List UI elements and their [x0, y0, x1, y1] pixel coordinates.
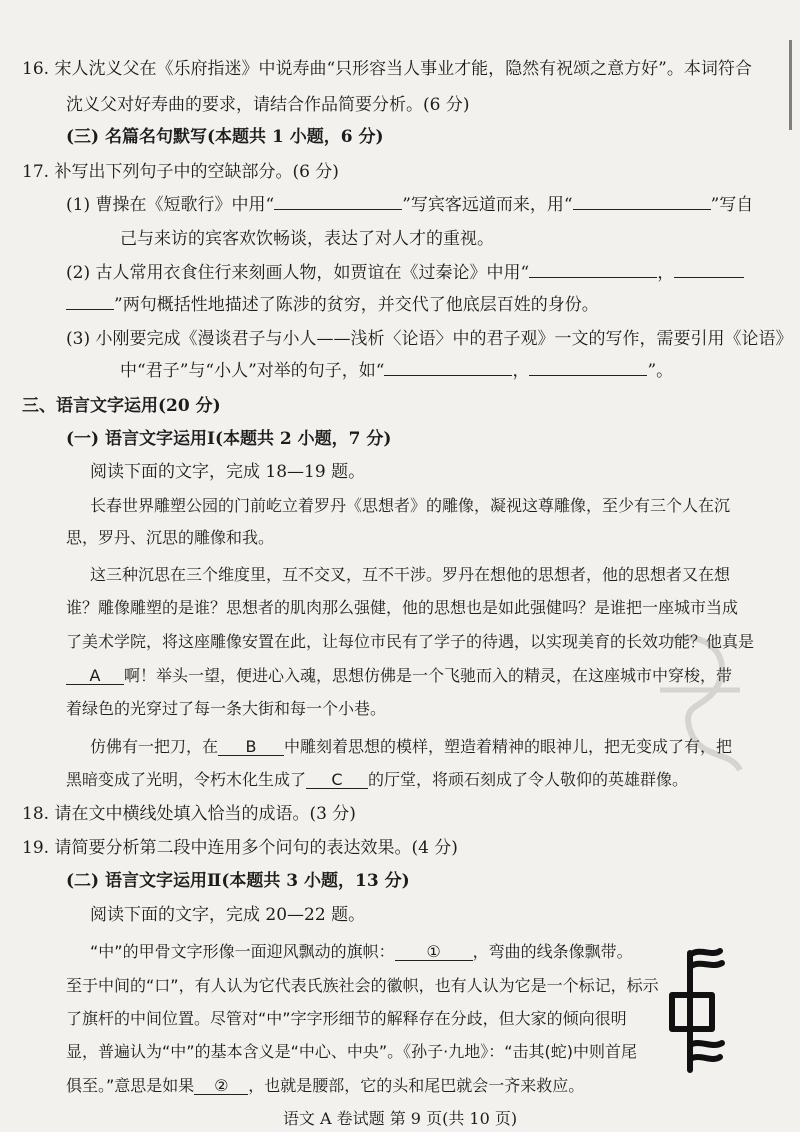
- q17-p2-text-a: (2) 古人常用衣食住行来刻画人物，如贾谊在《过秦论》中用“: [66, 263, 530, 283]
- q17-blank-4b[interactable]: [66, 293, 114, 310]
- blank-c[interactable]: C: [306, 772, 368, 789]
- passage2-line4: 显，普遍认为“中”的基本含义是“中心、中央”。《孙子·九地》：“击其(蛇)中则首尾: [66, 1042, 638, 1061]
- q19: 19. 请简要分析第二段中连用多个问句的表达效果。(4 分): [22, 838, 458, 858]
- passage1-line8-text-b: 中雕刻着思想的模样，塑造着精神的眼神儿，把无变成了有，把: [284, 737, 733, 756]
- oracle-bone-zhong-glyph: [660, 945, 732, 1075]
- q17-p2-text-c: ”两句概括性地描述了陈涉的贫穷，并交代了他底层百姓的身份。: [114, 295, 599, 315]
- q17-p1-text-a: (1) 曹操在《短歌行》中用“: [66, 195, 275, 215]
- passage2-line5: [66, 1074, 584, 1098]
- passage1-line5: 了美术学院，将这座雕像安置在此，让每位市民有了学子的待遇，以实现美育的长效功能？他真是: [66, 632, 755, 651]
- q17-p2-text-b: ，: [657, 263, 675, 283]
- passage1-line9-text-b: 的厅堂，将顽石刻成了令人敬仰的英雄群像。: [368, 770, 689, 789]
- sub2-intro: 阅读下面的文字，完成 20—22 题。: [90, 905, 366, 925]
- q17-p3-text-b: 中“君子”与“小人”对举的句子，如“: [120, 361, 385, 381]
- q17-blank-2[interactable]: [573, 193, 711, 210]
- passage1-line6: [66, 664, 732, 688]
- q17-blank-6[interactable]: [529, 359, 647, 376]
- q16-line2: 沈义父对好寿曲的要求，请结合作品简要分析。(6 分): [66, 95, 470, 115]
- sub1-title: (一) 语言文字运用Ⅰ(本题共 2 小题，7 分): [66, 429, 392, 449]
- q17-part2-line2: [66, 293, 599, 317]
- passage2-line1-text-b: ，弯曲的线条像飘带。: [472, 942, 633, 961]
- section-title-recitation: (三) 名篇名句默写(本题共 1 小题，6 分): [66, 127, 384, 147]
- q17-blank-1[interactable]: [274, 193, 402, 210]
- q17-blank-5[interactable]: [384, 359, 512, 376]
- q17-blank-3[interactable]: [529, 261, 657, 278]
- q17-part1-line2: 己与来访的宾客欢饮畅谈，表达了对人才的重视。: [120, 229, 494, 249]
- blank-2[interactable]: ②: [194, 1078, 248, 1095]
- passage1-line6-text: 啊！举头一望，便进心入魂，思想仿佛是一个飞驰而入的精灵，在这座城市中穿梭，带: [124, 666, 733, 685]
- passage1-line4: 谁？雕像雕塑的是谁？思想者的肌肉那么强健，他的思想也是如此强健吗？是谁把一座城市当成: [66, 598, 739, 617]
- passage1-line8-text-a: 仿佛有一把刀，在: [90, 737, 219, 756]
- q17-p3-text-d: ”。: [647, 361, 674, 381]
- q18: 18. 请在文中横线处填入恰当的成语。(3 分): [22, 804, 356, 824]
- blank-a[interactable]: A: [66, 668, 124, 685]
- q17-blank-4a[interactable]: [674, 261, 744, 278]
- q16-line1: 16. 宋人沈义父在《乐府指迷》中说寿曲“只形容当人事业才能，隐然有祝颂之意方好”。本词符合: [22, 59, 752, 79]
- passage2-line2: 至于中间的“口”，有人认为它代表氏族社会的徽帜，也有人认为它是一个标记，标示: [66, 976, 659, 995]
- passage2-line5-text-b: ，也就是腰部，它的头和尾巴就会一齐来救应。: [248, 1076, 585, 1095]
- passage2-line3: 了旗杆的中间位置。尽管对“中”字字形细节的解释存在分歧，但大家的倾向很明: [66, 1009, 627, 1028]
- passage1-line1: 长春世界雕塑公园的门前屹立着罗丹《思想者》的雕像，凝视这尊雕像，至少有三个人在沉: [90, 496, 731, 515]
- passage1-line9-text-a: 黑暗变成了光明，令朽木化生成了: [66, 770, 307, 789]
- q17-part2-line1: [66, 261, 744, 285]
- blank-b[interactable]: B: [218, 739, 284, 756]
- sub2-title: (二) 语言文字运用Ⅱ(本题共 3 小题，13 分): [66, 871, 410, 891]
- q17-part3-line1: (3) 小刚要完成《漫谈君子与小人——浅析〈论语〉中的君子观》一文的写作，需要引用《论语》: [66, 329, 793, 349]
- passage1-line3: 这三种沉思在三个维度里，互不交叉，互不干涉。罗丹在想他的思想者，他的思想者又在想: [90, 565, 731, 584]
- q17-p1-text-b: ”写宾客远道而来，用“: [402, 195, 573, 215]
- passage1-line8: [90, 735, 732, 759]
- bleed-through-smudge: [640, 620, 760, 780]
- passage2-line5-text-a: 俱至。”意思是如果: [66, 1076, 195, 1095]
- q17-p1-text-c: ”写自: [710, 195, 754, 215]
- q17-p3-text-c: ，: [512, 361, 530, 381]
- blank-1[interactable]: ①: [395, 944, 473, 961]
- page-edge-mark: [789, 40, 792, 130]
- page-footer: 语文 A 卷试题 第 9 页(共 10 页): [282, 1109, 518, 1128]
- part3-title: 三、语言文字运用(20 分): [22, 396, 221, 416]
- q17-stem: 17. 补写出下列句子中的空缺部分。(6 分): [22, 162, 339, 182]
- q17-part3-line2: [120, 359, 673, 383]
- passage2-line1: [90, 940, 633, 964]
- passage1-line9: [66, 768, 688, 792]
- sub1-intro: 阅读下面的文字，完成 18—19 题。: [90, 462, 366, 482]
- passage1-line2: 思，罗丹、沉思的雕像和我。: [66, 528, 275, 547]
- passage2-line1-text-a: “中”的甲骨文字形像一面迎风飘动的旗帜：: [90, 942, 395, 961]
- q17-part1-line1: [66, 193, 753, 217]
- passage1-line7: 着绿色的光穿过了每一条大街和每一个小巷。: [66, 699, 387, 718]
